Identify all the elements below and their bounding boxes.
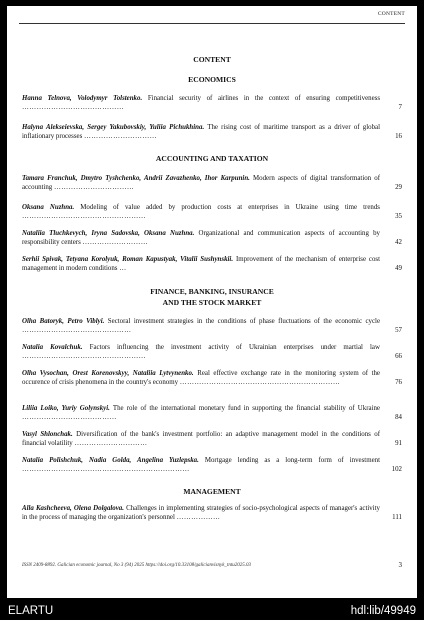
- section-title-economics: ECONOMICS: [188, 75, 236, 84]
- entry-page: 91: [395, 440, 402, 448]
- entry-page: 84: [395, 414, 402, 422]
- toc-entry[interactable]: [22, 255, 402, 273]
- toc-main-title: CONTENT: [193, 55, 231, 64]
- entry-page: 57: [395, 327, 402, 335]
- toc-content: [22, 6, 402, 598]
- entry-title: Real effective exchange rate in the monitoring system of the occurence of crisis phenomena in the country's economy: [22, 370, 380, 387]
- toc-entry[interactable]: [22, 456, 402, 474]
- entry-title: Improvement of the mechanism of enterprise cost management in modern conditions: [22, 256, 380, 273]
- entry-page: 49: [395, 265, 402, 273]
- entry-title: Challenges in implementing strategies of socio-psychological aspects of manager's activity in the process of managing the organization's personnel: [22, 505, 380, 522]
- entry-title: Sectoral investment strategies in the conditions of phase fluctuations of the economic cycle: [107, 318, 380, 325]
- entry-authors: Tamara Franchuk, Dmytro Tyshchenko, Andrii Zavazhenko, Ihor Karpunin.: [22, 175, 250, 182]
- entry-authors: Halyna Alekseievska, Sergey Yakubovskiy, Yuliia Pichukhina.: [22, 124, 205, 131]
- toc-entry[interactable]: [22, 317, 402, 335]
- toc-entry[interactable]: [22, 404, 402, 422]
- entry-authors: Hanna Telnova, Volodymyr Tolstenko.: [22, 95, 143, 102]
- toc-entry[interactable]: [22, 430, 402, 448]
- section-title-management: MANAGEMENT: [183, 487, 241, 496]
- dot-leader: …………………………: [74, 440, 148, 448]
- entry-authors: Natalia Kovalchuk.: [22, 344, 83, 351]
- dot-leader: …………………………………………………………: [179, 379, 341, 387]
- entry-title: The role of the international monetary fund in supporting the financial stability of Ukraine: [112, 405, 380, 412]
- repository-name: ELARTU: [8, 605, 54, 617]
- entry-title: The rising cost of maritime transport as a driver of global inflationary processes: [22, 124, 380, 141]
- document-page: [7, 6, 417, 598]
- toc-entry[interactable]: [22, 174, 402, 192]
- entry-authors: Natalia Polishchuk, Nadia Golda, Angelina Yuzlepska.: [22, 457, 199, 464]
- entry-authors: Nataliia Tluchkevych, Iryna Sadovska, Oksana Nuzhna.: [22, 230, 195, 237]
- toc-entry[interactable]: [22, 504, 402, 522]
- dot-leader: ……………………………………………: [22, 213, 146, 221]
- footer-page-number: 3: [398, 561, 402, 569]
- entry-authors: Vasyl Shlonchak.: [22, 431, 73, 438]
- entry-page: 102: [391, 466, 402, 474]
- toc-entry[interactable]: [22, 94, 402, 112]
- dot-leader: ……………………………: [53, 184, 135, 192]
- entry-page: 16: [395, 133, 402, 141]
- toc-entry[interactable]: [22, 343, 402, 361]
- dot-leader: …: [119, 265, 127, 273]
- dot-leader: ………………………: [82, 239, 149, 247]
- dot-leader: ………………………………………: [22, 327, 132, 335]
- toc-entry[interactable]: [22, 369, 402, 387]
- entry-authors: Serhii Spivak, Tetyana Korolyuk, Roman Kapustyak, Vitalii Sushynskii.: [22, 256, 234, 263]
- dot-leader: ……………………………………………: [22, 353, 146, 361]
- entry-title: Factors influencing the investment activity of Ukrainian enterprises under martial law: [89, 344, 380, 351]
- entry-page: 66: [395, 353, 402, 361]
- entry-title: Organizational and communication aspects of accounting by responsibility centers: [22, 230, 380, 247]
- entry-page: 42: [395, 239, 402, 247]
- entry-page: 111: [392, 514, 402, 522]
- toc-entry[interactable]: [22, 229, 402, 247]
- entry-page: 76: [395, 379, 402, 387]
- entry-title: Mortgage lending as a long-term form of investment: [204, 457, 380, 464]
- section-title-accounting: ACCOUNTING AND TAXATION: [155, 154, 269, 163]
- entry-title: Modern aspects of digital transformation of accounting: [22, 175, 380, 192]
- entry-authors: Olha Batoryk, Petro Viblyi.: [22, 318, 105, 325]
- section-title-finance-line1: FINANCE, BANKING, INSURANCE: [150, 287, 274, 296]
- dot-leader: …………………………: [84, 133, 157, 141]
- dot-leader: …………………………………: [22, 414, 117, 422]
- running-head: CONTENT: [377, 11, 405, 17]
- dot-leader: ………………: [176, 514, 221, 522]
- dot-leader: ……………………………………: [22, 104, 125, 112]
- entry-title: Diversification of the bank's investment portfolio: an adaptive management model in the conditions of financial volatility: [22, 431, 380, 448]
- footer-citation: ISSN 2409-8892. Galician economic journal, No 3 (94) 2025 https://doi.org/10.33108/galicianvisnyk_tntu2025.03: [22, 563, 251, 568]
- entry-page: 35: [395, 213, 402, 221]
- toc-entry[interactable]: [22, 203, 402, 221]
- entry-authors: Liliia Loiko, Yuriy Golynskyi.: [22, 405, 110, 412]
- handle-id[interactable]: hdl:lib/49949: [350, 605, 416, 617]
- dot-leader: ……………………………………………………………: [22, 466, 190, 474]
- entry-page: 29: [395, 184, 402, 192]
- toc-entry[interactable]: [22, 123, 402, 141]
- section-title-finance-line2: AND THE STOCK MARKET: [162, 298, 262, 307]
- entry-authors: Oksana Nuzhna.: [22, 204, 75, 211]
- entry-title: Modeling of value added by production costs at enterprises in Ukraine using time trends: [80, 204, 380, 211]
- entry-authors: Alla Kashcheeva, Olena Dolgalova.: [22, 505, 124, 512]
- entry-title: Financial security of airlines in the context of ensuring competitiveness: [147, 95, 380, 102]
- entry-page: 7: [398, 104, 402, 112]
- entry-authors: Olha Vysochan, Orest Korenovskyy, Nataliia Lytvynenko.: [22, 370, 194, 377]
